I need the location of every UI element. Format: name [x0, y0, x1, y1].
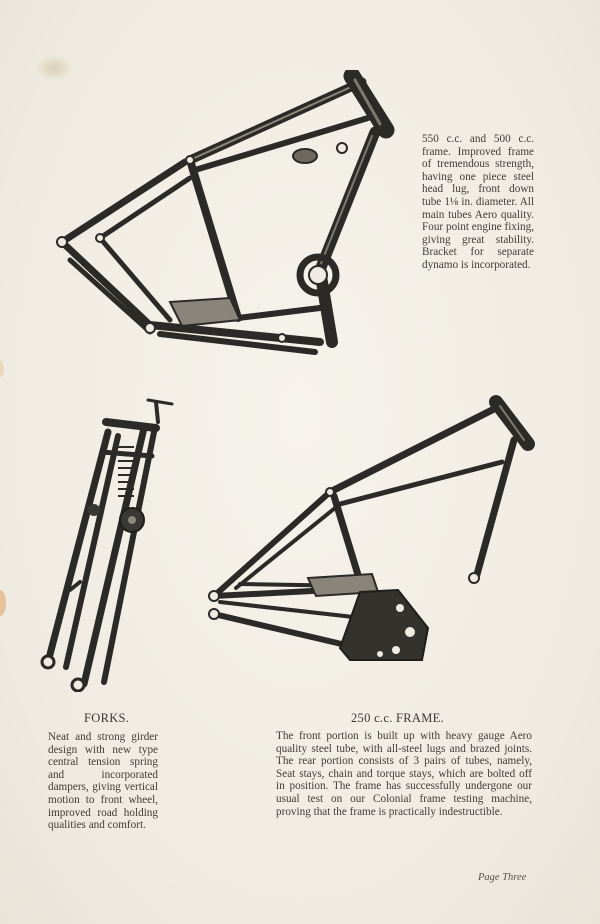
paper-edge-mark [0, 360, 4, 378]
frame-550-illustration [50, 70, 400, 360]
frame-250-title: 250 c.c. FRAME. [351, 711, 445, 725]
frame-250-description: The front portion is built up with heavy gauge Aero quality steel tube, with all-steel lugs and brazed joints. The rear portion consists of 3 pairs of tubes, namely, Seat stays, chain and torque stays, which are bolted off in position. The frame has successfully undergone our usual test on our Colonial frame testing machine, proving that the frame is practically indestructible. [276, 730, 532, 818]
frame-550-description: 550 c.c. and 500 c.c. frame. Improved frame of tremendous strength, having one piece steel head lug, front down tube 1⅛ in. diameter. All main tubes Aero quality. Four point engine fixing, giving great stability. Bracket for separate dynamo is incorporated. [422, 133, 534, 271]
frame-250-illustration [200, 392, 544, 672]
forks-illustration [36, 392, 182, 692]
forks-description: Neat and strong girder design with new type central tension spring and incorporated dampers, giving vertical motion to front wheel, improved road holding qualities and comfort. [48, 731, 158, 832]
paper-edge-mark [0, 590, 6, 616]
page-number: Page Three [478, 872, 527, 883]
forks-title: FORKS. [84, 711, 130, 725]
